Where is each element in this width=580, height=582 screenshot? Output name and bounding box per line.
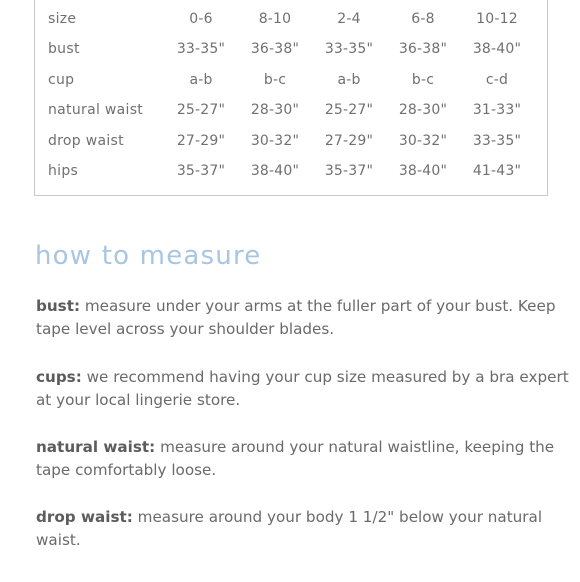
chart-cell: 8-10 [258, 11, 292, 27]
measure-item-natural-waist [36, 436, 572, 482]
chart-cell: 38-40" [472, 41, 522, 57]
measure-term: natural waist: [36, 438, 156, 456]
chart-cell: 38-40" [398, 163, 448, 179]
chart-cell: 33-35" [472, 133, 522, 149]
chart-cell: 28-30" [250, 102, 300, 118]
chart-cell: 30-32" [250, 133, 300, 149]
row-label: size [48, 11, 77, 27]
measure-description: measure under your arms at the fuller part of your bust. Keep tape level across your shoulder blades. [36, 297, 556, 338]
chart-cell: 36-38" [250, 41, 300, 57]
measure-item-cut-off [36, 572, 556, 582]
measure-term: bust: [36, 297, 81, 315]
measure-item-cups [36, 366, 572, 412]
chart-cell: 25-27" [324, 102, 374, 118]
chart-cell: 41-43" [472, 163, 522, 179]
chart-row-size [35, 8, 549, 30]
chart-cell: a-b [189, 72, 213, 88]
chart-cell: 33-35" [176, 41, 226, 57]
chart-cell: 27-29" [324, 133, 374, 149]
chart-cell: b-c [263, 72, 287, 88]
chart-cell: a-b [337, 72, 361, 88]
chart-cell: 28-30" [398, 102, 448, 118]
row-label: hips [48, 163, 79, 179]
row-label: natural waist [48, 102, 144, 118]
measure-description: measure around your body 1 1/2" below your natural waist. [36, 508, 543, 549]
row-label: cup [48, 72, 75, 88]
how-to-measure-heading: how to measure [35, 241, 262, 271]
chart-cell: 27-29" [176, 133, 226, 149]
measure-term: cups: [36, 368, 82, 386]
chart-cell: 30-32" [398, 133, 448, 149]
chart-cell: 10-12 [476, 11, 518, 27]
chart-cell: b-c [411, 72, 435, 88]
chart-cell: 35-37" [324, 163, 374, 179]
measure-item-drop-waist [36, 506, 572, 552]
row-label: drop waist [48, 133, 124, 149]
chart-cell: 36-38" [398, 41, 448, 57]
chart-cell: 31-33" [472, 102, 522, 118]
chart-cell: 33-35" [324, 41, 374, 57]
chart-row-cup [35, 69, 549, 91]
measure-term: drop waist: [36, 508, 133, 526]
chart-cell: 6-8 [411, 11, 435, 27]
chart-cell: 2-4 [337, 11, 361, 27]
measure-item-bust [36, 295, 572, 341]
chart-cell: 38-40" [250, 163, 300, 179]
row-label: bust [48, 41, 80, 57]
chart-cell: 0-6 [189, 11, 213, 27]
chart-cell: 35-37" [176, 163, 226, 179]
measure-description: measure around your natural waistline, keeping the tape comfortably loose. [36, 438, 555, 479]
chart-row-hips [35, 160, 549, 182]
chart-row-drop-waist [35, 130, 549, 152]
chart-row-natural-waist [35, 99, 549, 121]
chart-cell: 25-27" [176, 102, 226, 118]
measure-description: we recommend having your cup size measured by a bra expert at your local lingerie store. [36, 368, 569, 409]
chart-cell: c-d [485, 72, 509, 88]
size-chart [34, 0, 548, 196]
chart-row-bust [35, 38, 549, 60]
